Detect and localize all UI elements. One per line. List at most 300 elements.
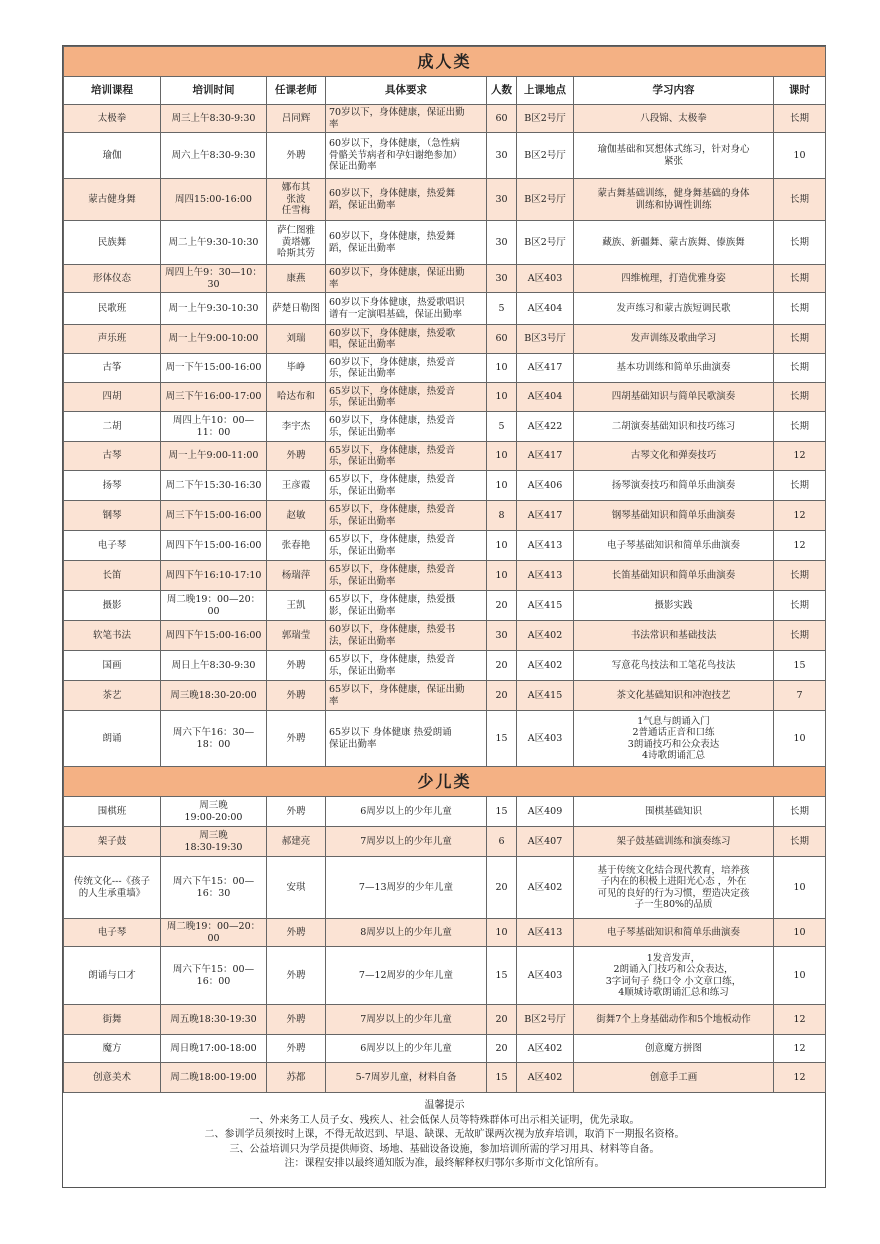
cell-content [574, 133, 774, 179]
cell-count: 30 [487, 621, 517, 651]
cell-line: 瑜伽基础和冥想体式练习，针对身心 [597, 144, 750, 156]
cell-course: 民歌班 [64, 293, 161, 325]
cell-content: 四胡基础知识与简单民歌演奏 [574, 383, 774, 412]
table-row [64, 383, 826, 412]
cell-course: 古筝 [64, 354, 161, 383]
cell-teacher: 外聘 [267, 133, 326, 179]
cell-line: 65岁以下，身体健康，热爱音 [329, 564, 456, 576]
cell-content: 书法常识和基础技法 [574, 621, 774, 651]
cell-line: 65岁以下，身体健康，热爱音 [329, 385, 456, 397]
cell-hours: 长期 [774, 221, 826, 265]
cell-line: 乐，保证出勤率 [329, 575, 396, 587]
cell-time: 周五晚18:30-19:30 [161, 1005, 267, 1035]
cell-count: 10 [487, 919, 517, 947]
cell-line: 60岁以下，身体健康，保证出勤 [329, 267, 465, 279]
table-row [64, 221, 826, 265]
cell-location: A区417 [517, 442, 574, 471]
cell-location: A区406 [517, 471, 574, 501]
section-header-row [64, 47, 826, 77]
cell-course: 摄影 [64, 591, 161, 621]
cell-requirement [326, 471, 487, 501]
cell-location: B区2号厅 [517, 133, 574, 179]
cell-requirement [326, 561, 487, 591]
cell-location: A区402 [517, 651, 574, 681]
table-row [64, 681, 826, 711]
cell-requirement: 8周岁以上的少年儿童 [326, 919, 487, 947]
cell-location: A区413 [517, 919, 574, 947]
table-row [64, 1063, 826, 1093]
cell-content: 八段锦、太极拳 [574, 105, 774, 133]
cell-hours: 12 [774, 531, 826, 561]
cell-teacher: 外聘 [267, 442, 326, 471]
cell-line: 3字词句子 绕口令 小文章口练， [605, 975, 742, 987]
cell-line: 紧张 [663, 155, 683, 167]
cell-location: A区403 [517, 265, 574, 293]
cell-requirement [326, 265, 487, 293]
cell-line: 周三晚 [199, 830, 228, 842]
cell-hours: 10 [774, 947, 826, 1005]
cell-line: 60岁以下，身体健康，热爱舞 [329, 188, 456, 200]
cell-time: 周二晚19：00—20：00 [161, 919, 267, 947]
column-header-count: 人数 [487, 77, 517, 105]
cell-hours: 12 [774, 501, 826, 531]
cell-teacher: 郝建亮 [267, 827, 326, 857]
cell-teacher: 王彦霞 [267, 471, 326, 501]
cell-count: 5 [487, 293, 517, 325]
cell-count: 30 [487, 265, 517, 293]
table-row [64, 1035, 826, 1063]
cell-time: 周四上午10：00—11：00 [161, 412, 267, 442]
cell-requirement [326, 442, 487, 471]
cell-time: 周一上午9:00-10:00 [161, 325, 267, 354]
cell-requirement [326, 651, 487, 681]
column-header-row [64, 77, 826, 105]
cell-line: 乐，保证出勤率 [329, 545, 396, 557]
cell-hours: 长期 [774, 797, 826, 827]
cell-course: 架子鼓 [64, 827, 161, 857]
cell-course: 蒙古健身舞 [64, 179, 161, 221]
cell-content: 扬琴演奏技巧和简单乐曲演奏 [574, 471, 774, 501]
column-header-course: 培训课程 [64, 77, 161, 105]
cell-requirement [326, 383, 487, 412]
cell-time: 周四下午16:10-17:10 [161, 561, 267, 591]
table-row [64, 797, 826, 827]
cell-hours: 10 [774, 711, 826, 767]
course-schedule-sheet [62, 45, 826, 1188]
table-row [64, 591, 826, 621]
cell-line: 65岁以下，身体健康，保证出勤 [329, 684, 465, 696]
cell-location: A区417 [517, 501, 574, 531]
cell-line: 1气息与朗诵入门 [637, 715, 710, 727]
table-row [64, 105, 826, 133]
cell-course: 电子琴 [64, 531, 161, 561]
table-row [64, 561, 826, 591]
cell-requirement: 7—12周岁的少年儿童 [326, 947, 487, 1005]
cell-time: 周二晚19：00—20：00 [161, 591, 267, 621]
table-row [64, 265, 826, 293]
cell-content: 茶文化基础知识和冲泡技艺 [574, 681, 774, 711]
cell-line: 60岁以下身体健康，热爱歌唱识 [329, 297, 465, 309]
cell-content: 钢琴基础知识和简单乐曲演奏 [574, 501, 774, 531]
table-row [64, 531, 826, 561]
cell-count: 10 [487, 354, 517, 383]
cell-content: 四维梳理，打造优雅身姿 [574, 265, 774, 293]
cell-content: 长笛基础知识和简单乐曲演奏 [574, 561, 774, 591]
cell-requirement: 7周岁以上的少年儿童 [326, 827, 487, 857]
cell-content: 古琴文化和弹奏技巧 [574, 442, 774, 471]
cell-line: 4顺城诗歌朗诵汇总和练习 [618, 986, 729, 998]
cell-content [574, 711, 774, 767]
cell-count: 60 [487, 105, 517, 133]
cell-requirement [326, 711, 487, 767]
cell-time: 周二上午9:30-10:30 [161, 221, 267, 265]
cell-location: A区415 [517, 681, 574, 711]
cell-content: 二胡演奏基础知识和技巧练习 [574, 412, 774, 442]
cell-line: 基于传统文化结合现代教育，培养孩 [597, 864, 750, 876]
cell-location: A区403 [517, 711, 574, 767]
table-row [64, 919, 826, 947]
cell-course: 钢琴 [64, 501, 161, 531]
cell-hours: 12 [774, 1005, 826, 1035]
cell-course: 电子琴 [64, 919, 161, 947]
cell-location: A区402 [517, 1063, 574, 1093]
cell-line: 4诗歌朗诵汇总 [641, 749, 706, 761]
cell-requirement [326, 179, 487, 221]
cell-location: A区404 [517, 383, 574, 412]
cell-teacher: 郭瑞莹 [267, 621, 326, 651]
cell-requirement [326, 621, 487, 651]
cell-requirement [326, 354, 487, 383]
cell-count: 10 [487, 471, 517, 501]
cell-teacher: 李宇杰 [267, 412, 326, 442]
course-table [63, 46, 826, 1178]
cell-count: 20 [487, 681, 517, 711]
cell-teacher: 外聘 [267, 947, 326, 1005]
cell-count: 15 [487, 1063, 517, 1093]
cell-teacher: 外聘 [267, 797, 326, 827]
cell-hours: 7 [774, 681, 826, 711]
cell-line: 率 [329, 278, 339, 290]
cell-line: 哈斯其劳 [276, 248, 315, 260]
cell-line: 蹈，保证出勤率 [329, 199, 396, 211]
cell-location: A区409 [517, 797, 574, 827]
cell-course: 围棋班 [64, 797, 161, 827]
cell-count: 5 [487, 412, 517, 442]
cell-teacher: 外聘 [267, 919, 326, 947]
cell-content: 藏族、新疆舞、蒙古族舞、傣族舞 [574, 221, 774, 265]
cell-course: 扬琴 [64, 471, 161, 501]
column-header-teacher: 任课老师 [267, 77, 326, 105]
table-row [64, 412, 826, 442]
cell-hours: 10 [774, 133, 826, 179]
cell-line: 传统文化---《孩子 [73, 876, 151, 888]
cell-teacher [267, 179, 326, 221]
cell-content: 摄影实践 [574, 591, 774, 621]
cell-time: 周四15:00-16:00 [161, 179, 267, 221]
cell-course: 二胡 [64, 412, 161, 442]
cell-hours: 长期 [774, 471, 826, 501]
cell-line: 3朗诵技巧和公众表达 [627, 738, 720, 750]
cell-location: A区402 [517, 857, 574, 919]
cell-line: 2普通话正音和口练 [632, 727, 715, 739]
cell-hours: 长期 [774, 293, 826, 325]
cell-count: 10 [487, 442, 517, 471]
cell-count: 30 [487, 221, 517, 265]
cell-requirement [326, 412, 487, 442]
cell-hours: 长期 [774, 561, 826, 591]
cell-hours: 长期 [774, 325, 826, 354]
cell-count: 10 [487, 383, 517, 412]
cell-teacher: 康燕 [267, 265, 326, 293]
cell-line: 谱有一定演唱基础，保证出勤率 [329, 308, 463, 320]
cell-line: 蹈，保证出勤率 [329, 242, 396, 254]
cell-course: 声乐班 [64, 325, 161, 354]
cell-teacher: 外聘 [267, 1005, 326, 1035]
cell-requirement [326, 133, 487, 179]
cell-line: 萨仁图雅 [276, 225, 315, 237]
table-row [64, 827, 826, 857]
cell-teacher: 外聘 [267, 681, 326, 711]
cell-line: 子内在的积极上进阳光心态 ，外在 [600, 876, 747, 888]
section-title: 少儿类 [64, 767, 826, 797]
cell-line: 黄塔娜 [281, 236, 311, 248]
section-header-row [64, 767, 826, 797]
cell-line: 的人生承重墙》 [78, 887, 146, 899]
cell-count: 20 [487, 857, 517, 919]
cell-line: 60岁以下，身体健康，热爱音 [329, 356, 456, 368]
cell-line: 乐，保证出勤率 [329, 515, 396, 527]
cell-line: 19:00-20:00 [184, 811, 243, 823]
cell-teacher: 哈达布和 [267, 383, 326, 412]
cell-location: B区2号厅 [517, 179, 574, 221]
cell-time: 周二晚18:00-19:00 [161, 1063, 267, 1093]
cell-location: A区407 [517, 827, 574, 857]
cell-course: 朗诵 [64, 711, 161, 767]
table-row [64, 133, 826, 179]
cell-requirement [326, 591, 487, 621]
notes-row [64, 1093, 826, 1178]
cell-line: 子一生80%的品质 [634, 898, 713, 910]
cell-location: A区413 [517, 531, 574, 561]
cell-line: 法，保证出勤率 [329, 635, 396, 647]
column-header-requirement: 具体要求 [326, 77, 487, 105]
cell-location: A区402 [517, 621, 574, 651]
column-header-content: 学习内容 [574, 77, 774, 105]
cell-time: 周二下午15:30-16:30 [161, 471, 267, 501]
cell-course: 瑜伽 [64, 133, 161, 179]
cell-time: 周三下午16:00-17:00 [161, 383, 267, 412]
cell-time: 周日上午8:30-9:30 [161, 651, 267, 681]
cell-content: 发声练习和蒙古族短调民歌 [574, 293, 774, 325]
cell-line: 率 [329, 118, 339, 130]
cell-time: 周六下午15：00—16：00 [161, 947, 267, 1005]
cell-teacher: 张春艳 [267, 531, 326, 561]
cell-time: 周四下午15:00-16:00 [161, 621, 267, 651]
cell-course: 茶艺 [64, 681, 161, 711]
cell-line: 张波 [286, 193, 306, 205]
cell-location: B区2号厅 [517, 221, 574, 265]
cell-course: 形体仪态 [64, 265, 161, 293]
cell-line: 65岁以下 身体健康 热爱朗诵 [329, 727, 452, 739]
cell-line: 60岁以下，身体健康，热爱歌 [329, 327, 456, 339]
cell-hours: 长期 [774, 105, 826, 133]
cell-course: 太极拳 [64, 105, 161, 133]
cell-time: 周三上午8:30-9:30 [161, 105, 267, 133]
table-row [64, 857, 826, 919]
cell-count: 20 [487, 1005, 517, 1035]
section-title: 成人类 [64, 47, 826, 77]
cell-time: 周一上午9:00-11:00 [161, 442, 267, 471]
cell-line: 60岁以下，身体健康，热爱舞 [329, 231, 456, 243]
cell-hours: 长期 [774, 591, 826, 621]
cell-teacher: 苏都 [267, 1063, 326, 1093]
cell-course: 魔方 [64, 1035, 161, 1063]
cell-line: 蒙古舞基础训练，健身舞基础的身体 [597, 188, 750, 200]
cell-count: 20 [487, 591, 517, 621]
cell-teacher: 杨瑞萍 [267, 561, 326, 591]
cell-count: 6 [487, 827, 517, 857]
cell-course: 四胡 [64, 383, 161, 412]
cell-hours: 15 [774, 651, 826, 681]
table-row [64, 501, 826, 531]
cell-count: 60 [487, 325, 517, 354]
cell-count: 10 [487, 561, 517, 591]
cell-line: 65岁以下，身体健康，热爱音 [329, 474, 456, 486]
cell-line: 训练和协调性训练 [635, 199, 712, 211]
cell-count: 10 [487, 531, 517, 561]
table-row [64, 651, 826, 681]
cell-line: 乐，保证出勤率 [329, 426, 396, 438]
cell-requirement [326, 325, 487, 354]
table-row [64, 354, 826, 383]
cell-course: 长笛 [64, 561, 161, 591]
cell-line: 周三晚 [199, 800, 228, 812]
table-row [64, 442, 826, 471]
cell-hours: 长期 [774, 412, 826, 442]
cell-course: 创意美术 [64, 1063, 161, 1093]
cell-line: 65岁以下，身体健康，热爱音 [329, 654, 456, 666]
cell-hours: 长期 [774, 621, 826, 651]
cell-hours: 长期 [774, 354, 826, 383]
cell-course: 街舞 [64, 1005, 161, 1035]
cell-line: 骨骼关节病者和孕妇谢绝参加） [329, 149, 463, 161]
cell-line: 70岁以下，身体健康，保证出勤 [329, 107, 465, 119]
cell-time: 周日晚17:00-18:00 [161, 1035, 267, 1063]
cell-teacher: 外聘 [267, 651, 326, 681]
notes-item: 注：课程安排以最终通知版为准，最终解释权归鄂尔多斯市文化馆所有。 [284, 1158, 605, 1169]
cell-requirement [326, 531, 487, 561]
cell-course: 朗诵与口才 [64, 947, 161, 1005]
cell-content: 电子琴基础知识和简单乐曲演奏 [574, 531, 774, 561]
table-row [64, 293, 826, 325]
cell-hours: 10 [774, 857, 826, 919]
cell-line: 1发音发声， [646, 952, 701, 964]
cell-content: 围棋基础知识 [574, 797, 774, 827]
cell-line: 乐，保证出勤率 [329, 665, 396, 677]
cell-teacher: 外聘 [267, 1035, 326, 1063]
table-row [64, 1005, 826, 1035]
cell-teacher: 赵敏 [267, 501, 326, 531]
cell-line: 60岁以下，身体健康，热爱音 [329, 415, 456, 427]
cell-time [161, 797, 267, 827]
cell-line: 保证出勤率 [329, 738, 377, 750]
cell-line: 65岁以下，身体健康，热爱摄 [329, 594, 456, 606]
notes-item: 一、外来务工人员子女、残疾人、社会低保人员等特殊群体可出示相关证明，优先录取。 [249, 1114, 640, 1126]
cell-line: 乐，保证出勤率 [329, 456, 396, 467]
cell-time: 周一上午9:30-10:30 [161, 293, 267, 325]
cell-content: 发声训练及歌曲学习 [574, 325, 774, 354]
cell-teacher: 王凯 [267, 591, 326, 621]
cell-course: 国画 [64, 651, 161, 681]
cell-requirement [326, 681, 487, 711]
cell-hours: 12 [774, 1035, 826, 1063]
cell-line: 2朗诵入门技巧和公众表达， [613, 964, 734, 976]
table-row [64, 711, 826, 767]
cell-location: B区2号厅 [517, 1005, 574, 1035]
cell-teacher: 安琪 [267, 857, 326, 919]
cell-time: 周六下午15：00—16：30 [161, 857, 267, 919]
cell-time: 周三下午15:00-16:00 [161, 501, 267, 531]
notes-item: 三、公益培训只为学员提供师资、场地、基础设备设施，参加培训所需的学习用具、材料等自备。 [229, 1143, 660, 1155]
cell-requirement [326, 501, 487, 531]
notes-cell [64, 1093, 826, 1178]
cell-hours: 长期 [774, 265, 826, 293]
cell-content: 基本功训练和简单乐曲演奏 [574, 354, 774, 383]
cell-hours: 12 [774, 442, 826, 471]
cell-line: 60岁以下，身体健康，（急性病 [329, 138, 460, 150]
cell-line: 乐，保证出勤率 [329, 397, 396, 408]
cell-count: 15 [487, 947, 517, 1005]
cell-count: 30 [487, 133, 517, 179]
cell-line: 影，保证出勤率 [329, 605, 396, 617]
cell-hours: 长期 [774, 383, 826, 412]
cell-content: 街舞7个上身基础动作和5个地板动作 [574, 1005, 774, 1035]
cell-count: 20 [487, 1035, 517, 1063]
cell-location: B区2号厅 [517, 105, 574, 133]
column-header-time: 培训时间 [161, 77, 267, 105]
cell-time: 周四上午9：30—10：30 [161, 265, 267, 293]
cell-requirement: 7周岁以上的少年儿童 [326, 1005, 487, 1035]
cell-teacher: 萨楚日勒图 [267, 293, 326, 325]
cell-location: B区3号厅 [517, 325, 574, 354]
cell-requirement [326, 293, 487, 325]
column-header-location: 上课地点 [517, 77, 574, 105]
cell-line: 保证出勤率 [329, 161, 377, 173]
cell-line: 娜布其 [281, 182, 311, 194]
cell-content: 架子鼓基础训练和演奏练习 [574, 827, 774, 857]
cell-course: 软笔书法 [64, 621, 161, 651]
cell-line: 任雪梅 [281, 205, 311, 217]
cell-count: 8 [487, 501, 517, 531]
cell-requirement: 5-7周岁儿童，材料自备 [326, 1063, 487, 1093]
cell-teacher: 吕同辉 [267, 105, 326, 133]
cell-location: A区415 [517, 591, 574, 621]
cell-teacher: 外聘 [267, 711, 326, 767]
cell-time: 周三晚18:30-20:00 [161, 681, 267, 711]
cell-course [64, 857, 161, 919]
cell-hours: 10 [774, 919, 826, 947]
cell-line: 60岁以下，身体健康，热爱书 [329, 624, 456, 636]
cell-content [574, 947, 774, 1005]
cell-time: 周六上午8:30-9:30 [161, 133, 267, 179]
cell-line: 65岁以下，身体健康，热爱音 [329, 444, 456, 456]
cell-line: 可见的良好的行为习惯，塑造决定孩 [597, 887, 750, 899]
table-row [64, 621, 826, 651]
cell-location: A区413 [517, 561, 574, 591]
cell-time: 周四下午15:00-16:00 [161, 531, 267, 561]
cell-count: 15 [487, 711, 517, 767]
cell-content: 写意花鸟技法和工笔花鸟技法 [574, 651, 774, 681]
